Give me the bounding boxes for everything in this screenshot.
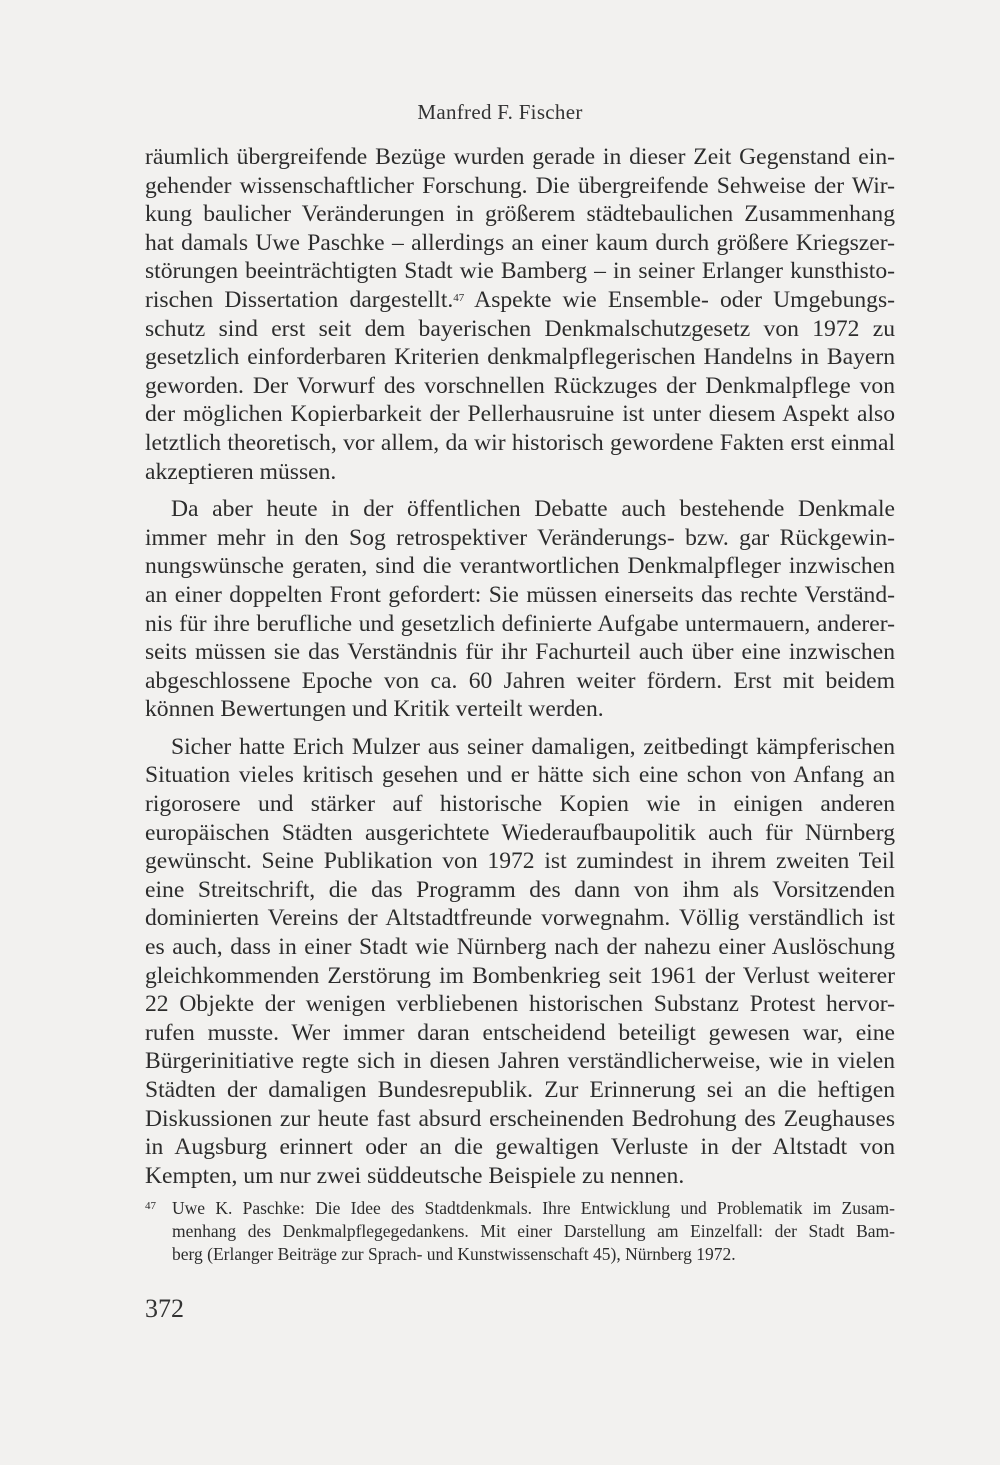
text-line: schutz sind erst seit dem bayerischen Denkmalschutzgesetz von 1972 zu	[145, 315, 895, 342]
text-line: nis für ihre berufliche und gesetzlich definierte Aufgabe untermauern, anderer-	[145, 610, 895, 637]
page-number: 372	[145, 1294, 184, 1323]
footnote-line: Uwe K. Paschke: Die Idee des Stadtdenkmals. Ihre Entwicklung und Problematik im Zusam-	[172, 1198, 895, 1218]
text-line: eine Streitschrift, die das Programm des dann von ihm als Vorsitzenden	[145, 876, 895, 903]
text-line: gewünscht. Seine Publikation von 1972 ist zumindest in ihrem zweiten Teil	[145, 848, 895, 875]
text-line: gesetzlich einforderbaren Kriterien denkmalpflegerischen Handelns in Bayern	[145, 344, 895, 371]
text-line: Sicher hatte Erich Mulzer aus seiner damaligen, zeitbedingt kämpferischen	[171, 733, 895, 760]
text-line: seits müssen sie das Verständnis für ihr Fachurteil auch über eine inzwischen	[145, 639, 895, 666]
text-line: kung baulicher Veränderungen in größerem städtebaulichen Zusammenhang	[145, 201, 895, 228]
text-line: rufen musste. Wer immer daran entscheidend beteiligt gewesen war, eine	[145, 1019, 895, 1046]
text-line: letztlich theoretisch, vor allem, da wir historisch gewordene Fakten erst einmal	[145, 429, 895, 456]
text-line: Situation vieles kritisch gesehen und er hätte sich eine schon von Anfang an	[145, 762, 895, 789]
text-line: europäischen Städten ausgerichtete Wiederaufbaupolitik auch für Nürnberg	[145, 819, 895, 846]
text-line: räumlich übergreifende Bezüge wurden gerade in dieser Zeit Gegenstand ein-	[145, 144, 895, 170]
paragraph-gap	[145, 486, 895, 495]
text-line: rigorosere und stärker auf historische Kopien wie in einigen anderen	[145, 791, 895, 818]
text-line: nungswünsche geraten, sind die verantwortlichen Denkmalpfleger inzwischen	[145, 553, 895, 580]
text-line: akzeptieren müssen.	[145, 458, 337, 485]
text-line: 22 Objekte der wenigen verbliebenen historischen Substanz Protest hervor-	[145, 991, 895, 1018]
paragraph	[145, 143, 895, 486]
main-text	[145, 143, 895, 1190]
paragraph-gap	[145, 724, 895, 733]
footnote-reference: 47	[453, 291, 465, 304]
text-line: an einer doppelten Front gefordert: Sie müssen einerseits das rechte Verständ-	[145, 581, 895, 608]
text-line: immer mehr in den Sog retrospektiver Veränderungs- bzw. gar Rückgewin-	[145, 524, 895, 551]
footnote-number: 47	[145, 1200, 156, 1212]
text-line: können Bewertungen und Kritik verteilt werden.	[145, 696, 604, 723]
paragraph	[145, 733, 895, 1191]
text-line: rischen Dissertation dargestellt.$^{47}$ Aspekte wie Ensemble- oder Umgebungs-	[145, 286, 896, 313]
footnote-line: menhang des Denkmalpflegegedankens. Mit einer Darstellung am Einzelfall: der Stadt Bam-	[172, 1220, 895, 1241]
text-line: gleichkommenden Zerstörung im Bombenkrieg seit 1961 der Verlust weiterer	[145, 962, 895, 989]
text-line: in Augsburg erinnert oder an die gewaltigen Verluste in der Altstadt von	[145, 1134, 895, 1161]
paragraph	[145, 495, 895, 724]
text-line: Da aber heute in der öffentlichen Debatte auch bestehende Denkmale	[171, 496, 895, 523]
text-line: Bürgerinitiative regte sich in diesen Jahren verständlicherweise, wie in vielen	[145, 1048, 895, 1075]
footnote-line: berg (Erlanger Beiträge zur Sprach- und Kunstwissenschaft 45), Nürnberg 1972.	[172, 1243, 736, 1264]
text-line: der möglichen Kopierbarkeit der Pellerhausruine ist unter diesem Aspekt also	[145, 401, 895, 428]
text-line: abgeschlossene Epoche von ca. 60 Jahren weiter fördern. Erst mit beidem	[145, 667, 895, 694]
footnote-text	[172, 1197, 895, 1265]
text-line: störungen beeinträchtigten Stadt wie Bamberg – in seiner Erlanger kunsthisto-	[145, 258, 895, 285]
footnote	[145, 1197, 895, 1265]
text-line: dominierten Vereins der Altstadtfreunde vorwegnahm. Völlig verständlich ist	[145, 905, 895, 932]
text-line: geworden. Der Vorwurf des vorschnellen Rückzuges der Denkmalpflege von	[145, 372, 895, 399]
text-line: Städten der damaligen Bundesrepublik. Zur Erinnerung sei an die heftigen	[145, 1077, 895, 1103]
text-line: es auch, dass in einer Stadt wie Nürnberg nach der nahezu einer Auslöschung	[145, 934, 895, 961]
text-line: gehender wissenschaftlicher Forschung. Die übergreifende Sehweise der Wir-	[145, 172, 895, 199]
text-line: Diskussionen zur heute fast absurd erscheinenden Bedrohung des Zeughauses	[145, 1105, 895, 1132]
running-head: Manfred F. Fischer	[417, 100, 583, 124]
text-line: Kempten, um nur zwei süddeutsche Beispiele zu nennen.	[145, 1162, 685, 1189]
text-line: hat damals Uwe Paschke – allerdings an einer kaum durch größere Kriegszer-	[145, 229, 895, 256]
